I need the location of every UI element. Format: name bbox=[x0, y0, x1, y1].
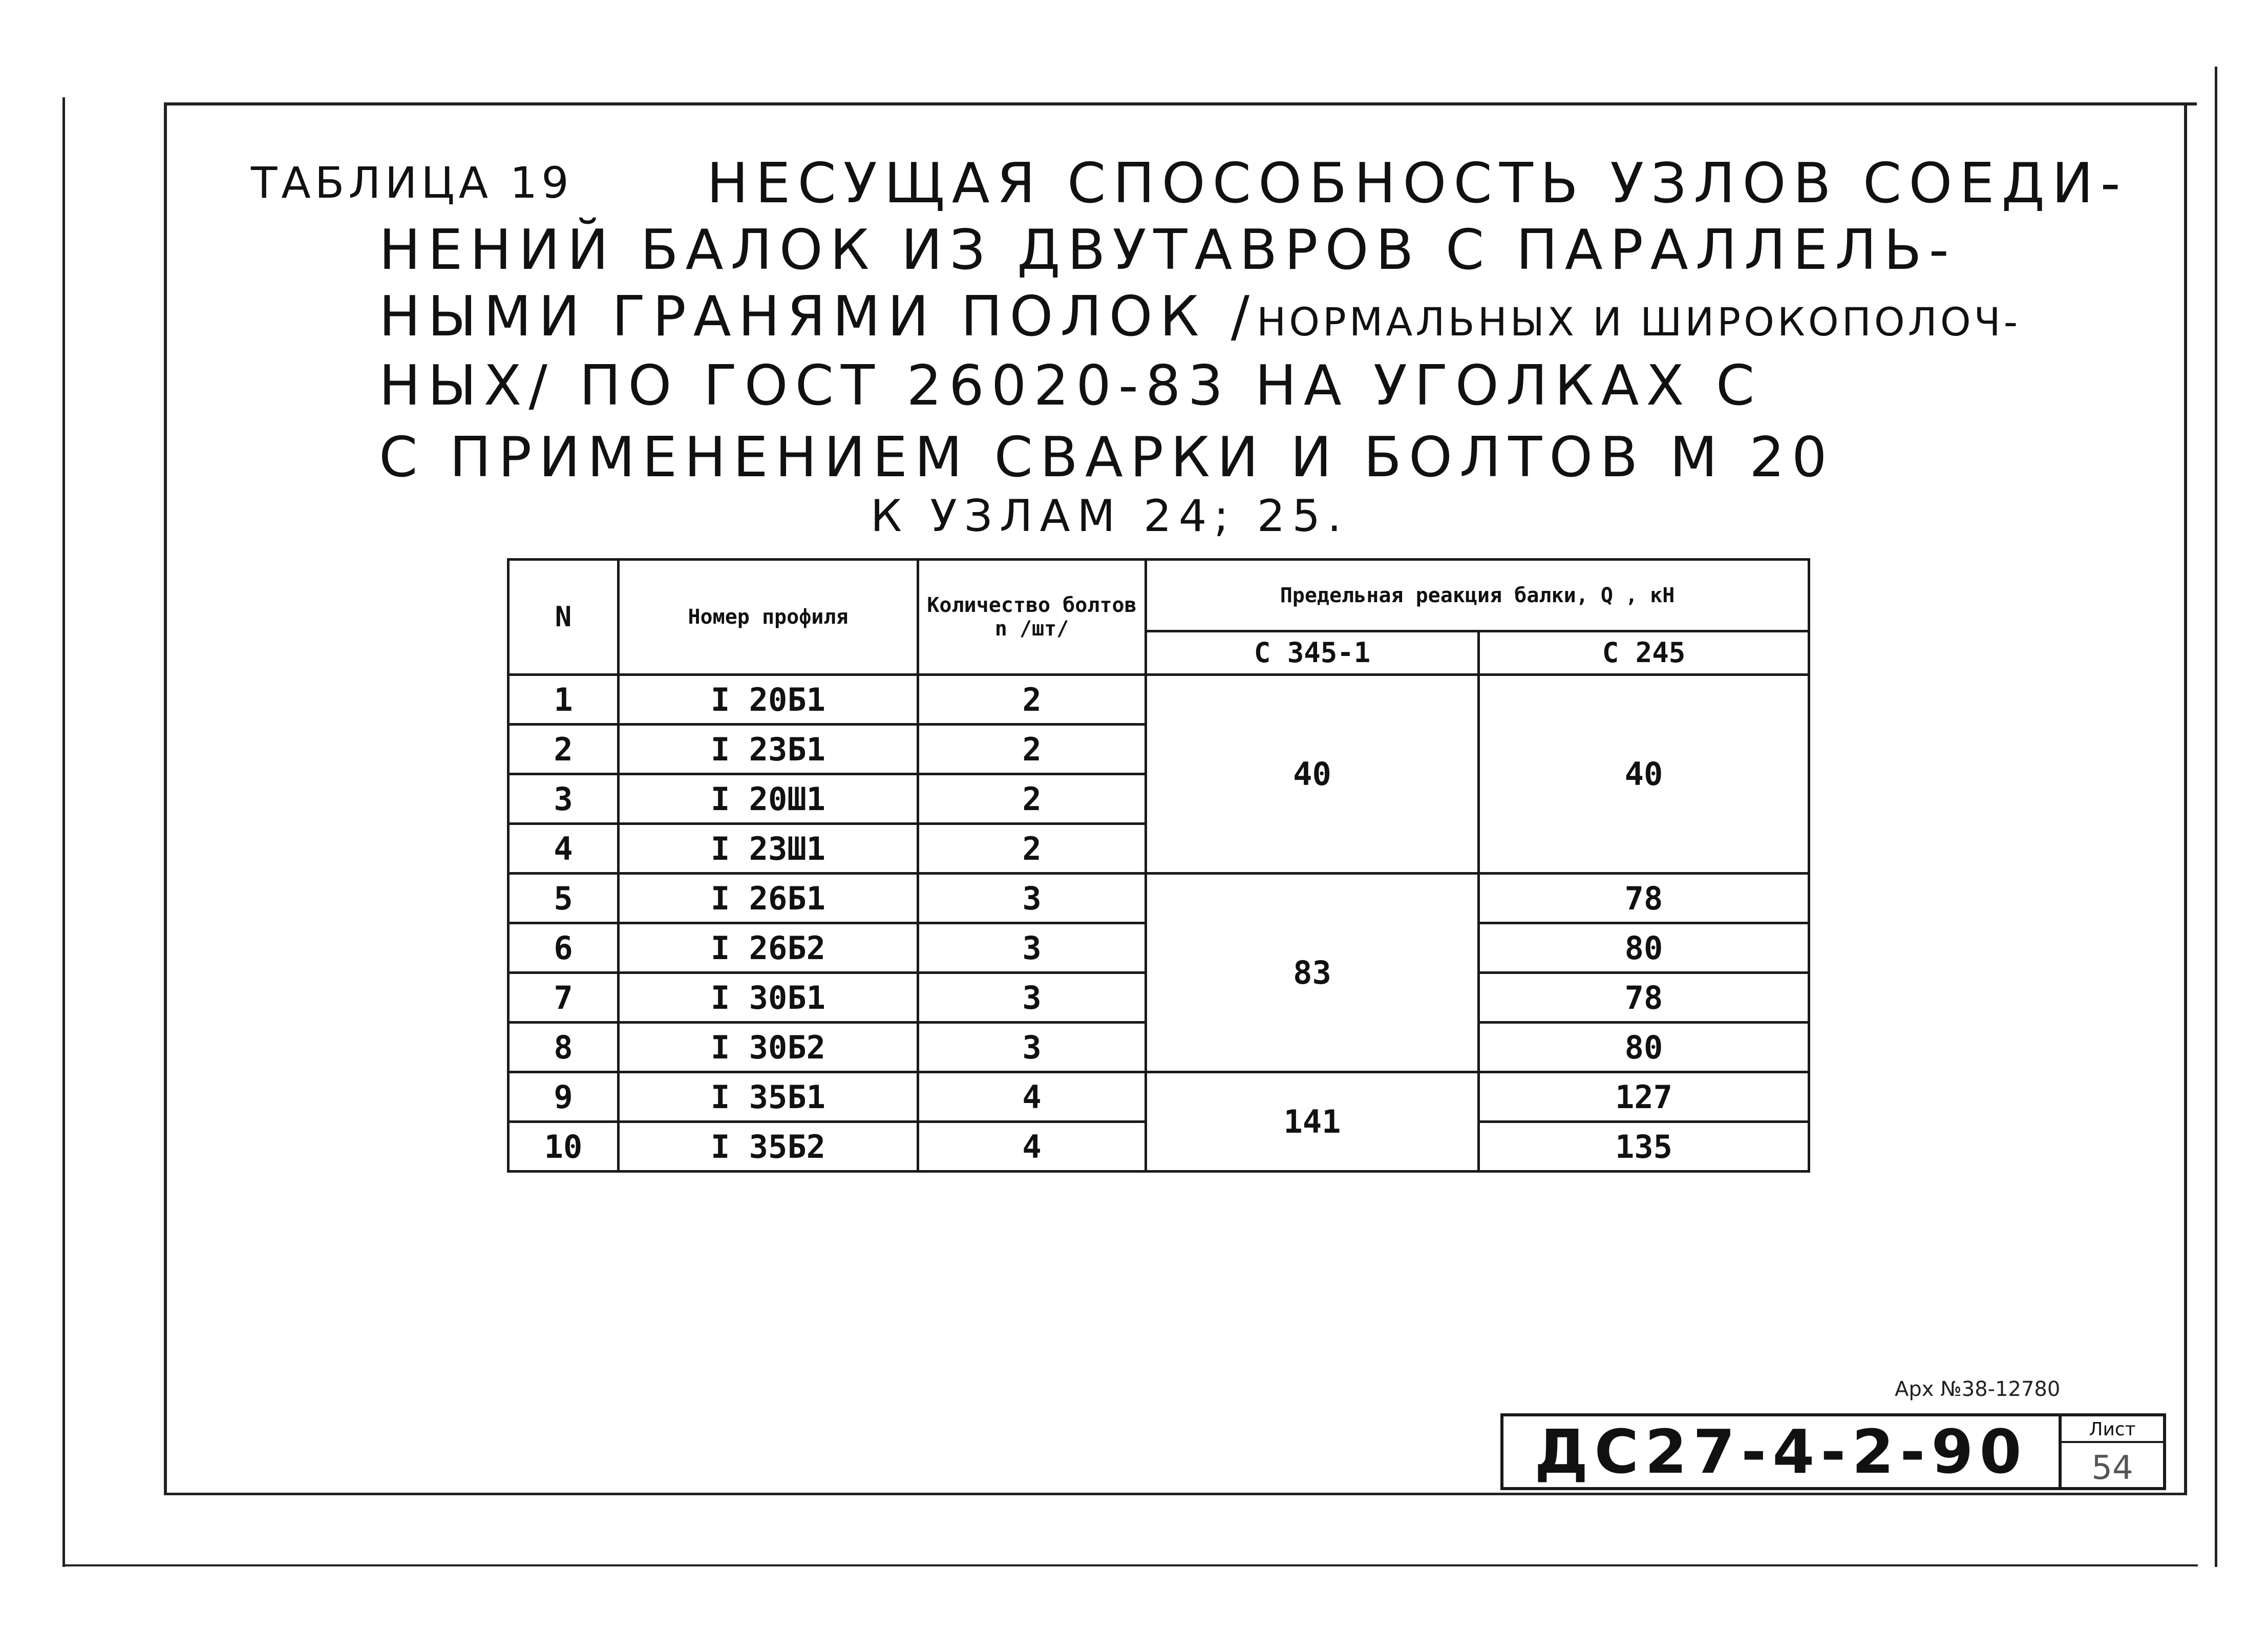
sheet-cell bbox=[2062, 1416, 2163, 1487]
sheet-edge-left bbox=[62, 97, 65, 1567]
cell-bolts: 2 bbox=[918, 774, 1146, 824]
cell-c245-group-1: 40 bbox=[1479, 675, 1809, 874]
cell-bolts: 3 bbox=[918, 874, 1146, 923]
cell-bolts: 3 bbox=[918, 1023, 1146, 1072]
cell-c345-group-1: 40 bbox=[1146, 675, 1479, 874]
sheet-label: Лист bbox=[2062, 1416, 2163, 1443]
frame-left bbox=[164, 102, 167, 1495]
cell-n: 4 bbox=[508, 824, 619, 874]
cell-n: 3 bbox=[508, 774, 619, 824]
cell-n: 6 bbox=[508, 923, 619, 973]
header-n: N bbox=[508, 560, 619, 675]
frame-bottom bbox=[164, 1493, 2187, 1495]
cell-bolts: 2 bbox=[918, 725, 1146, 774]
cell-bolts: 2 bbox=[918, 824, 1146, 874]
cell-n: 1 bbox=[508, 675, 619, 725]
cell-n: 10 bbox=[508, 1122, 619, 1172]
title-line-2: НЕНИЙ БАЛОК ИЗ ДВУТАВРОВ С ПАРАЛЛЕЛЬ- bbox=[379, 218, 1956, 282]
cell-n: 9 bbox=[508, 1072, 619, 1122]
title-line-3-small: НОРМАЛЬНЫХ И ШИРОКОПОЛОЧ- bbox=[1257, 299, 2021, 345]
title-line-6: К УЗЛАМ 24; 25. bbox=[871, 491, 1349, 542]
sheet-edge-bottom bbox=[62, 1564, 2198, 1566]
sheet-number: 54 bbox=[2091, 1449, 2133, 1487]
cell-profile: I 20Б1 bbox=[619, 675, 918, 725]
cell-n: 8 bbox=[508, 1023, 619, 1072]
sheet-edge-right bbox=[2215, 67, 2217, 1567]
table-caption-label: ТАБЛИЦА 19 bbox=[251, 158, 573, 208]
cell-c345-group-2: 83 bbox=[1146, 874, 1479, 1072]
header-bolts: Количество болтов n /шт/ bbox=[918, 560, 1146, 675]
cell-c245: 135 bbox=[1479, 1122, 1809, 1172]
cell-bolts: 3 bbox=[918, 923, 1146, 973]
cell-profile: I 23Б1 bbox=[619, 725, 918, 774]
table-row bbox=[508, 1072, 1809, 1122]
cell-bolts: 4 bbox=[918, 1122, 1146, 1172]
cell-c245: 78 bbox=[1479, 874, 1809, 923]
title-block bbox=[1500, 1413, 2166, 1490]
cell-profile: I 26Б1 bbox=[619, 874, 918, 923]
archive-number: Арх №38-12780 bbox=[1895, 1377, 2061, 1401]
header-reaction: Предельная реакция балки, Q , кН bbox=[1146, 560, 1809, 631]
cell-bolts: 4 bbox=[918, 1072, 1146, 1122]
cell-n: 2 bbox=[508, 725, 619, 774]
cell-c245: 127 bbox=[1479, 1072, 1809, 1122]
cell-c245: 80 bbox=[1479, 1023, 1809, 1072]
cell-c345-group-3: 141 bbox=[1146, 1072, 1479, 1172]
header-steel-c245: С 245 bbox=[1479, 631, 1809, 675]
bearing-capacity-table bbox=[507, 558, 1810, 1173]
cell-profile: I 30Б1 bbox=[619, 973, 918, 1023]
cell-n: 7 bbox=[508, 973, 619, 1023]
cell-bolts: 2 bbox=[918, 675, 1146, 725]
cell-profile: I 30Б2 bbox=[619, 1023, 918, 1072]
title-line-3-main: НЫМИ ГРАНЯМИ ПОЛОК / bbox=[379, 285, 1257, 349]
cell-profile: I 35Б2 bbox=[619, 1122, 918, 1172]
header-steel-c345: С 345-1 bbox=[1146, 631, 1479, 675]
title-line-5: С ПРИМЕНЕНИЕМ СВАРКИ И БОЛТОВ М 20 bbox=[379, 426, 1834, 490]
cell-profile: I 20Ш1 bbox=[619, 774, 918, 824]
title-line-1: НЕСУЩАЯ СПОСОБНОСТЬ УЗЛОВ СОЕДИ- bbox=[707, 152, 2128, 216]
cell-profile: I 26Б2 bbox=[619, 923, 918, 973]
cell-profile: I 23Ш1 bbox=[619, 824, 918, 874]
frame-top bbox=[164, 102, 2197, 105]
cell-c245: 78 bbox=[1479, 973, 1809, 1023]
cell-n: 5 bbox=[508, 874, 619, 923]
header-profile: Номер профиля bbox=[619, 560, 918, 675]
cell-profile: I 35Б1 bbox=[619, 1072, 918, 1122]
cell-c245: 80 bbox=[1479, 923, 1809, 973]
frame-right bbox=[2184, 102, 2187, 1495]
table-row bbox=[508, 675, 1809, 725]
title-line-4: НЫХ/ ПО ГОСТ 26020-83 НА УГОЛКАХ С bbox=[379, 354, 1762, 418]
table-row bbox=[508, 874, 1809, 923]
document-code: ДС27-4-2-90 bbox=[1503, 1416, 2062, 1487]
title-line-3 bbox=[379, 285, 2021, 349]
cell-bolts: 3 bbox=[918, 973, 1146, 1023]
